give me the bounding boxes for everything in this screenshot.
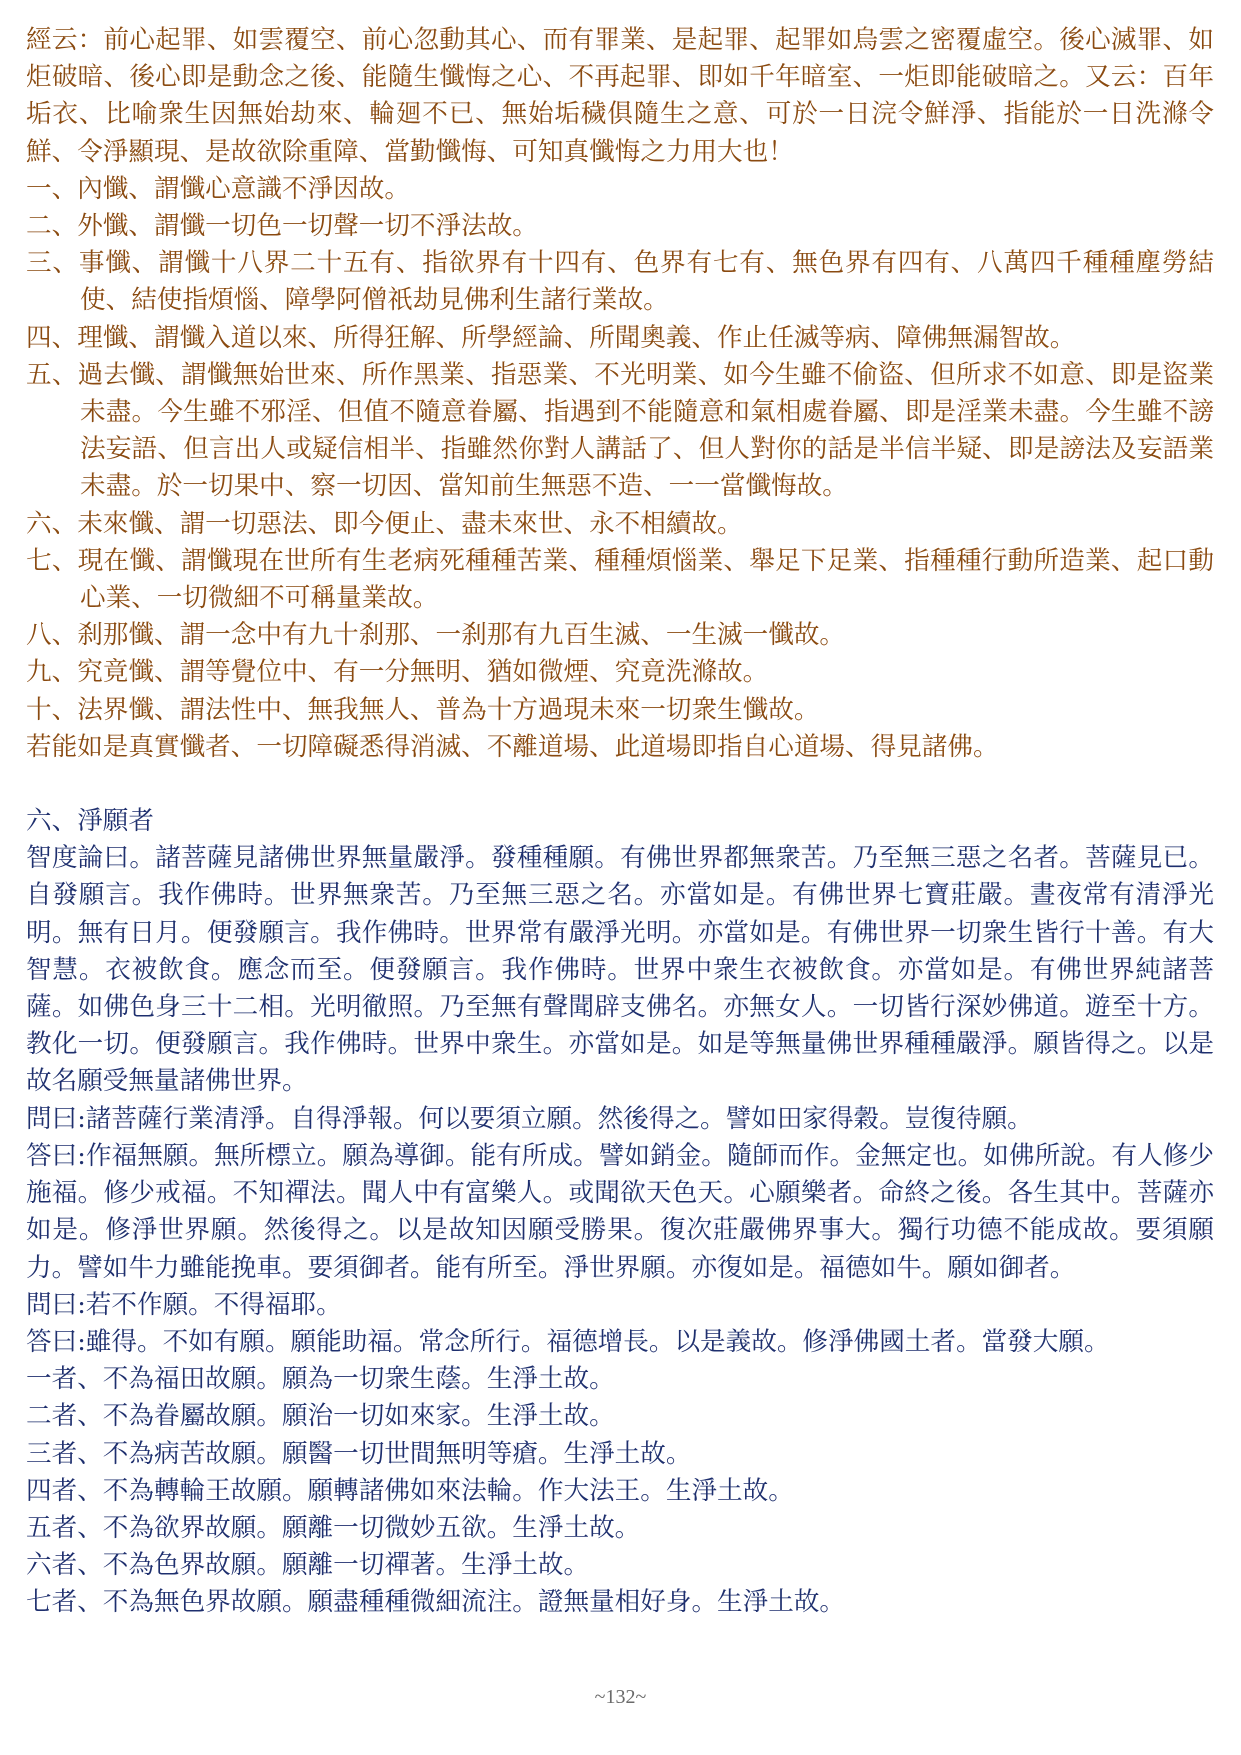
document-body [26, 22, 1214, 1622]
vow-item: 三者、不為病苦故願。願醫一切世間無明等瘡。生淨土故。 [26, 1438, 692, 1469]
pure-vow-section [26, 803, 1214, 1621]
vow-item: 七者、不為無色界故願。願盡種種微細流注。證無量相好身。生淨土故。 [26, 1587, 846, 1618]
section-heading: 六、淨願者 [26, 806, 154, 837]
vow-item: 四者、不為轉輪王故願。願轉諸佛如來法輪。作大法王。生淨土故。 [26, 1475, 794, 1506]
list-item: 三、事懺、謂懺十八界二十五有、指欲界有十四有、色界有七有、無色界有四有、八萬四千種種塵勞結使、結使指煩惱、障學阿僧祇劫見佛利生諸行業故。 [26, 248, 1214, 316]
vow-item: 五者、不為欲界故願。願離一切微妙五欲。生淨土故。 [26, 1512, 641, 1543]
list-item: 九、究竟懺、謂等覺位中、有一分無明、猶如微煙、究竟洗滌故。 [26, 657, 769, 688]
vow-item: 六者、不為色界故願。願離一切禪著。生淨土故。 [26, 1550, 590, 1581]
section-spacer [26, 766, 1214, 803]
paragraph: 問曰:若不作願。不得福耶。 [26, 1289, 342, 1320]
closing-paragraph: 若能如是真實懺者、一切障礙悉得消滅、不離道場、此道場即指自心道場、得見諸佛。 [26, 731, 999, 762]
list-item: 十、法界懺、謂法性中、無我無人、普為十方過現未來一切衆生懺故。 [26, 694, 820, 725]
paragraph: 問曰:諸菩薩行業清淨。自得淨報。何以要須立願。然後得之。譬如田家得穀。豈復待願。 [26, 1103, 1033, 1134]
vow-item: 一者、不為福田故願。願為一切衆生蔭。生淨土故。 [26, 1364, 615, 1395]
list-item: 二、外懺、謂懺一切色一切聲一切不淨法故。 [26, 211, 538, 242]
vow-item: 二者、不為眷屬故願。願治一切如來家。生淨土故。 [26, 1401, 615, 1432]
page-number: ~132~ [594, 1686, 647, 1708]
list-item: 七、現在懺、謂懺現在世所有生老病死種種苦業、種種煩惱業、舉足下足業、指種種行動所造業、起口動心業、一切微細不可稱量業故。 [26, 545, 1214, 614]
repentance-section [26, 22, 1214, 766]
list-item: 四、理懺、謂懺入道以來、所得狂解、所學經論、所聞奧義、作止任滅等病、障佛無漏智故。 [26, 322, 1076, 353]
paragraph: 答曰:雖得。不如有願。願能助福。常念所行。福德增長。以是義故。修淨佛國土者。當發大願。 [26, 1326, 1110, 1357]
intro-paragraph: 經云：前心起罪、如雲覆空、前心忽動其心、而有罪業、是起罪、起罪如烏雲之密覆虛空。後心滅罪、如炬破暗、後心即是動念之後、能隨生懺悔之心、不再起罪、即如千年暗室、一炬即能破暗之。又云：百年垢衣、比喻衆生因無始劫來、輪廻不已、無始垢穢俱隨生之意、可於一日浣令鮮淨、指能於一日洗滌令鮮、令淨顯現、是故欲除重障、當勤懺悔、可知真懺悔之力用大也！ [26, 25, 1214, 167]
paragraph: 智度論曰。諸菩薩見諸佛世界無量嚴淨。發種種願。有佛世界都無衆苦。乃至無三惡之名者。菩薩見已。自發願言。我作佛時。世界無衆苦。乃至無三惡之名。亦當如是。有佛世界七寶莊嚴。晝夜常有清淨光明。無有日月。便發願言。我作佛時。世界常有嚴淨光明。亦當如是。有佛世界一切衆生皆行十善。有大智慧。衣被飲食。應念而至。便發願言。我作佛時。世界中衆生衣被飲食。亦當如是。有佛世界純諸菩薩。如佛色身三十二相。光明徹照。乃至無有聲聞辟支佛名。亦無女人。一切皆行深妙佛道。遊至十方。教化一切。便發願言。我作佛時。世界中衆生。亦當如是。如是等無量佛世界種種嚴淨。願皆得之。以是故名願受無量諸佛世界。 [26, 843, 1214, 1097]
list-item: 五、過去懺、謂懺無始世來、所作黑業、指惡業、不光明業、如今生雖不偷盜、但所求不如意、即是盜業未盡。今生雖不邪淫、但值不隨意眷屬、指遇到不能隨意和氣相處眷屬、即是淫業未盡。今生雖不謗法妄語、但言出人或疑信相半、指雖然你對人講話了、但人對你的話是半信半疑、即是謗法及妄語業未盡。於一切果中、察一切因、當知前生無惡不造、一一當懺悔故。 [26, 359, 1214, 502]
list-item: 八、刹那懺、謂一念中有九十刹那、一刹那有九百生滅、一生滅一懺故。 [26, 620, 846, 651]
list-item: 六、未來懺、謂一切惡法、即今便止、盡未來世、永不相續故。 [26, 508, 743, 539]
list-item: 一、內懺、謂懺心意識不淨因故。 [26, 173, 410, 204]
paragraph: 答曰:作福無願。無所標立。願為導御。能有所成。譬如銷金。隨師而作。金無定也。如佛所說。有人修少施福。修少戒福。不知禪法。聞人中有富樂人。或聞欲天色天。心願樂者。命終之後。各生其中。菩薩亦如是。修淨世界願。然後得之。以是故知因願受勝果。復次莊嚴佛界事大。獨行功德不能成故。要須願力。譬如牛力雖能挽車。要須御者。能有所至。淨世界願。亦復如是。福德如牛。願如御者。 [26, 1140, 1214, 1283]
